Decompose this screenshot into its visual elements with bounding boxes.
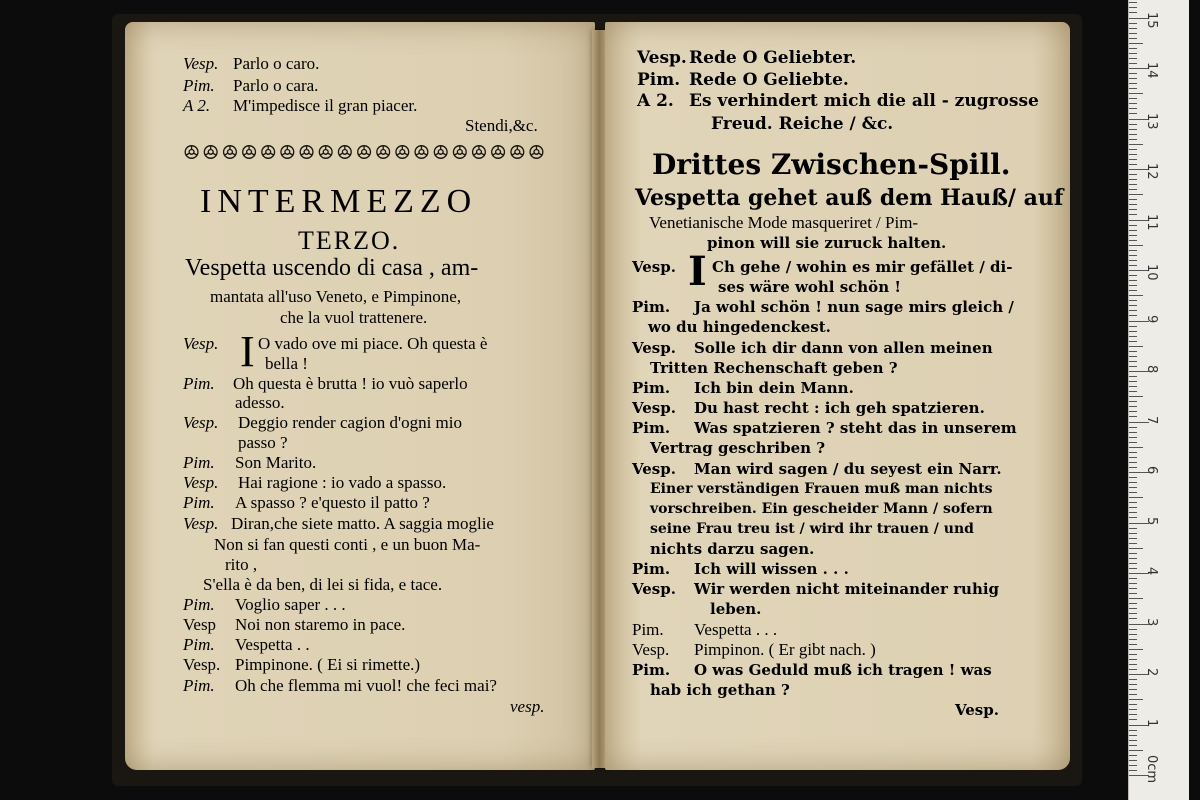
- intermezzo-title: INTERMEZZO: [200, 183, 478, 220]
- left-heading-1: Vespetta uscendo di casa , am-: [185, 255, 479, 281]
- ruler-tick: [1129, 295, 1143, 296]
- ruler-tick: [1129, 58, 1137, 59]
- left-dialogue-line: Pim. Voglio saper . . .: [183, 595, 346, 614]
- ruler-tick: [1129, 502, 1137, 503]
- ruler-tick: [1129, 406, 1137, 407]
- left-dialogue-line: Vesp. Diran,che siete matto. A saggia moglie: [183, 514, 494, 533]
- ruler-label: 15: [1144, 11, 1159, 29]
- ruler-label: 11: [1144, 213, 1159, 231]
- ruler-tick: [1129, 634, 1137, 635]
- left-line-4: Stendi,&c.: [465, 116, 538, 135]
- ruler-tick: [1129, 735, 1137, 736]
- ruler-tick: [1129, 149, 1137, 150]
- ruler-tick: [1129, 33, 1137, 34]
- ruler-tick: [1129, 124, 1137, 125]
- ruler-label: 2: [1144, 668, 1159, 677]
- ruler-tick: [1129, 664, 1137, 665]
- ruler-tick: [1129, 629, 1137, 630]
- ruler-tick: [1129, 255, 1137, 256]
- ruler-tick: [1129, 63, 1137, 64]
- ruler-tick: [1129, 93, 1143, 94]
- ruler-tick: [1129, 164, 1137, 165]
- left-dialogue-line: Vesp Noi non staremo in pace.: [183, 615, 406, 634]
- intermezzo-subtitle: TERZO.: [298, 226, 401, 255]
- right-dialogue-line: hab ich gethan ?: [650, 681, 790, 699]
- ruler-tick: [1129, 366, 1137, 367]
- right-dialogue-line: Vesp. Wir werden nicht miteinander ruhig: [632, 580, 1000, 598]
- left-dialogue-line: rito ,: [225, 555, 258, 574]
- ruler-label: 0cm: [1144, 755, 1159, 784]
- ruler-tick: [1129, 199, 1137, 200]
- right-line-4: Freud. Reiche / &c.: [711, 114, 894, 134]
- ruler-tick: [1129, 457, 1137, 458]
- ruler-tick: [1129, 305, 1137, 306]
- right-dialogue-line: Pim. Was spatzieren ? steht das in unserem: [632, 419, 1017, 437]
- ruler-tick: [1129, 709, 1137, 710]
- ruler-label: 9: [1144, 314, 1159, 323]
- ruler-tick: [1129, 558, 1137, 559]
- ruler-tick: [1129, 275, 1137, 276]
- ruler-tick: [1129, 598, 1143, 599]
- ruler-tick: [1129, 427, 1137, 428]
- ruler-tick: [1129, 639, 1137, 640]
- left-dialogue-line: Pim. Oh che flemma mi vuol! che feci mai?: [183, 676, 497, 695]
- zwischen-spill-title: Drittes Zwischen-Spill.: [652, 148, 1011, 181]
- ruler-tick: [1129, 760, 1137, 761]
- ruler-tick: [1129, 492, 1137, 493]
- ruler-tick: [1129, 134, 1137, 135]
- ruler-tick: [1129, 553, 1137, 554]
- ruler-tick: [1129, 548, 1143, 549]
- ruler-tick: [1129, 285, 1137, 286]
- right-dialogue-line: Pim. O was Geduld muß ich tragen ! was: [632, 661, 992, 679]
- ruler-tick: [1129, 300, 1137, 301]
- ruler-tick: [1129, 290, 1137, 291]
- ruler-tick: [1129, 487, 1137, 488]
- ruler-tick: [1129, 568, 1137, 569]
- ruler-tick: [1129, 588, 1137, 589]
- ruler-tick: [1129, 73, 1137, 74]
- left-line-1: Vesp. Parlo o caro.: [183, 54, 320, 73]
- right-heading-3: pinon will sie zuruck halten.: [707, 234, 947, 252]
- ruler-tick: [1129, 184, 1137, 185]
- left-dialogue-line: adesso.: [235, 393, 285, 412]
- ruler-tick: [1129, 159, 1137, 160]
- right-dialogue-line: vorschreiben. Ein gescheider Mann / sofern: [650, 501, 993, 517]
- ruler-tick: [1129, 240, 1137, 241]
- ruler-tick: [1129, 644, 1137, 645]
- ruler-tick: [1129, 452, 1137, 453]
- ruler-tick: [1129, 230, 1137, 231]
- right-dialogue-line: Vesp. Solle ich dir dann von allen meinen: [632, 339, 993, 357]
- ruler-tick: [1129, 603, 1137, 604]
- left-dropcap: I: [240, 327, 255, 376]
- ruler-label: 6: [1144, 466, 1159, 475]
- ruler-tick: [1129, 649, 1143, 650]
- ruler-tick: [1129, 618, 1137, 619]
- ruler-tick: [1129, 396, 1143, 397]
- left-dialogue-line: Vesp. Deggio render cagion d'ogni mio: [183, 413, 463, 432]
- ruler-tick: [1129, 416, 1137, 417]
- ruler-tick: [1129, 361, 1137, 362]
- right-dialogue-line: Vesp. Man wird sagen / du seyest ein Narr.: [632, 460, 1002, 478]
- ruler-tick: [1129, 346, 1143, 347]
- ruler-label: 10: [1144, 264, 1159, 281]
- right-dropcap: I: [688, 248, 707, 295]
- ruler-label: 8: [1144, 365, 1159, 374]
- ruler-tick: [1129, 83, 1137, 84]
- ruler-tick: [1129, 280, 1137, 281]
- ruler-tick: [1129, 437, 1137, 438]
- ruler-tick: [1129, 356, 1137, 357]
- left-heading-3: che la vuol trattenere.: [280, 308, 428, 327]
- ruler-tick: [1129, 43, 1143, 44]
- right-heading-1: Vespetta gehet auß dem Hauß/ auf: [635, 185, 1064, 211]
- right-dialogue-line: Tritten Rechenschaft geben ?: [650, 359, 898, 377]
- right-dialogue-line: Pim. Ich will wissen . . .: [632, 560, 849, 578]
- ruler-tick: [1129, 139, 1137, 140]
- left-dialogue-line: S'ella è da ben, di lei si fida, e tace.: [203, 575, 443, 594]
- ruler-label: 13: [1144, 112, 1159, 130]
- ruler-tick: [1129, 730, 1137, 731]
- ruler-tick: [1129, 154, 1137, 155]
- ruler-tick: [1129, 770, 1137, 771]
- ruler-tick: [1129, 209, 1137, 210]
- ruler-tick: [1129, 432, 1137, 433]
- ruler-tick: [1129, 482, 1137, 483]
- ruler-tick: [1129, 659, 1137, 660]
- ruler-tick: [1129, 38, 1137, 39]
- ruler-tick: [1129, 78, 1137, 79]
- right-dialogue-line: Vertrag geschriben ?: [650, 439, 826, 457]
- ruler-tick: [1129, 750, 1143, 751]
- left-heading-2: mantata all'uso Veneto, e Pimpinone,: [210, 287, 462, 306]
- ruler-label: 12: [1144, 163, 1159, 180]
- ruler-tick: [1129, 391, 1137, 392]
- ruler-tick: [1129, 48, 1137, 49]
- ruler-tick: [1129, 331, 1137, 332]
- ruler-tick: [1129, 351, 1137, 352]
- ruler-tick: [1129, 12, 1137, 13]
- ruler-tick: [1129, 528, 1137, 529]
- ruler-label: 14: [1144, 62, 1159, 79]
- ruler-label: 7: [1144, 415, 1159, 424]
- ruler-tick: [1129, 533, 1137, 534]
- ruler-tick: [1129, 563, 1137, 564]
- ruler-tick: [1129, 517, 1137, 518]
- ruler-label: 1: [1144, 718, 1159, 727]
- right-dialogue-line: leben.: [710, 600, 762, 618]
- ruler-tick: [1129, 477, 1137, 478]
- right-dialogue-line: seine Frau treu ist / wird ihr trauen / und: [650, 521, 974, 537]
- left-line-2: Pim. Parlo o cara.: [183, 76, 319, 95]
- ruler-tick: [1129, 442, 1137, 443]
- ruler-tick: [1129, 699, 1143, 700]
- ruler-tick: [1129, 593, 1137, 594]
- ruler-tick: [1129, 225, 1137, 226]
- ruler-tick: [1129, 144, 1143, 145]
- ruler-tick: [1129, 103, 1137, 104]
- ruler-tick: [1129, 689, 1137, 690]
- ruler-tick: [1129, 401, 1137, 402]
- right-dialogue-line: Pim. Ja wohl schön ! nun sage mirs gleich /: [632, 298, 1014, 316]
- ruler-tick: [1129, 113, 1137, 114]
- ruler-tick: [1129, 543, 1137, 544]
- measuring-ruler: [1128, 0, 1189, 800]
- ruler-tick: [1129, 679, 1137, 680]
- left-dialogue-line: Pim. Oh questa è brutta ! io vuò saperlo: [183, 374, 468, 393]
- left-dialogue-line: Vesp. Hai ragione : io vado a spasso.: [183, 473, 447, 492]
- ruler-tick: [1129, 189, 1137, 190]
- ruler-tick: [1129, 447, 1143, 448]
- left-dialogue-line: Pim. Son Marito.: [183, 453, 317, 472]
- ruler-tick: [1129, 462, 1137, 463]
- ruler-tick: [1129, 512, 1137, 513]
- left-dialogue-line: Pim. Vespetta . .: [183, 635, 310, 654]
- ruler-tick: [1129, 194, 1143, 195]
- ruler-tick: [1129, 174, 1137, 175]
- ruler-tick: [1129, 376, 1137, 377]
- right-line-2: Pim. Rede O Geliebte.: [637, 70, 849, 90]
- left-dialogue-line: bella !: [265, 354, 308, 373]
- ruler-tick: [1129, 608, 1137, 609]
- right-dialogue-line: ses wäre wohl schön !: [718, 278, 901, 296]
- ruler-tick: [1129, 28, 1137, 29]
- ruler-tick: [1129, 467, 1137, 468]
- ruler-tick: [1129, 613, 1137, 614]
- ruler-tick: [1129, 765, 1137, 766]
- ruler-tick: [1129, 265, 1137, 266]
- ruler-tick: [1129, 704, 1137, 705]
- right-dialogue-line: Einer verständigen Frauen muß man nichts: [650, 481, 993, 497]
- left-line-3: A 2. M'impedisce il gran piacer.: [183, 96, 418, 115]
- ruler-tick: [1129, 204, 1137, 205]
- ruler-tick: [1129, 497, 1143, 498]
- ruler-label: 5: [1144, 516, 1159, 525]
- ruler-tick: [1129, 179, 1137, 180]
- left-dialogue-line: passo ?: [238, 433, 288, 452]
- right-dialogue-line: nichts darzu sagen.: [650, 540, 815, 558]
- ruler-tick: [1129, 341, 1137, 342]
- right-dialogue-line: Vesp. Pimpinon. ( Er gibt nach. ): [632, 640, 876, 659]
- ruler-tick: [1129, 336, 1137, 337]
- right-dialogue-line: Pim. Ich bin dein Mann.: [632, 379, 854, 397]
- ruler-tick: [1129, 2, 1137, 3]
- ruler-tick: [1129, 714, 1137, 715]
- right-catchword: Vesp.: [955, 701, 999, 719]
- ruler-tick: [1129, 583, 1137, 584]
- ruler-tick: [1129, 740, 1137, 741]
- ruler-tick: [1129, 326, 1137, 327]
- left-catchword: vesp.: [510, 697, 545, 716]
- ruler-tick: [1129, 694, 1137, 695]
- left-dialogue-line: Pim. A spasso ? e'questo il patto ?: [183, 493, 430, 512]
- right-dialogue-line: Vesp. Du hast recht : ich geh spatzieren.: [632, 399, 985, 417]
- ruler-tick: [1129, 669, 1137, 670]
- ruler-tick: [1129, 745, 1137, 746]
- ruler-tick: [1129, 684, 1137, 685]
- ruler-label: 4: [1144, 567, 1159, 576]
- left-dialogue-line: Non si fan questi conti , e un buon Ma-: [214, 535, 481, 554]
- ruler-tick: [1129, 411, 1137, 412]
- ruler-tick: [1129, 381, 1137, 382]
- ruler-tick: [1129, 245, 1143, 246]
- ruler-tick: [1129, 260, 1137, 261]
- ruler-tick: [1129, 538, 1137, 539]
- right-line-3: A 2. Es verhindert mich die all - zugrosse: [637, 91, 1039, 111]
- ornament-band: ꔮꔮꔮꔮꔮꔮꔮꔮꔮꔮꔮꔮꔮꔮꔮꔮꔮꔮꔮ: [183, 140, 548, 165]
- right-dialogue-line: Pim. Vespetta . . .: [632, 620, 778, 639]
- ruler-tick: [1129, 88, 1137, 89]
- ruler-tick: [1129, 53, 1137, 54]
- ruler-tick: [1129, 129, 1137, 130]
- ruler-tick: [1129, 578, 1137, 579]
- ruler-tick: [1129, 98, 1137, 99]
- ruler-tick: [1129, 719, 1137, 720]
- ruler-tick: [1129, 386, 1137, 387]
- ruler-tick: [1129, 214, 1137, 215]
- right-line-1: Vesp. Rede O Geliebter.: [637, 48, 857, 68]
- right-dialogue-line: Vesp. Ch gehe / wohin es mir gefället / di-: [632, 258, 1013, 276]
- left-dialogue-line: Vesp. O vado ove mi piace. Oh questa è: [183, 334, 488, 353]
- ruler-tick: [1129, 654, 1137, 655]
- ruler-label: 3: [1144, 617, 1159, 626]
- right-heading-2: Venetianische Mode masqueriret / Pim-: [649, 213, 919, 232]
- ruler-tick: [1129, 755, 1137, 756]
- ruler-tick: [1129, 235, 1137, 236]
- ruler-tick: [1129, 310, 1137, 311]
- ruler-tick: [1129, 315, 1137, 316]
- ruler-tick: [1129, 108, 1137, 109]
- ruler-tick: [1129, 507, 1137, 508]
- left-dialogue-line: Vesp. Pimpinone. ( Ei si rimette.): [183, 655, 421, 674]
- ruler-tick: [1129, 23, 1137, 24]
- right-dialogue-line: wo du hingedenckest.: [648, 318, 831, 336]
- ruler-tick: [1129, 7, 1137, 8]
- ruler-tick: [1129, 250, 1137, 251]
